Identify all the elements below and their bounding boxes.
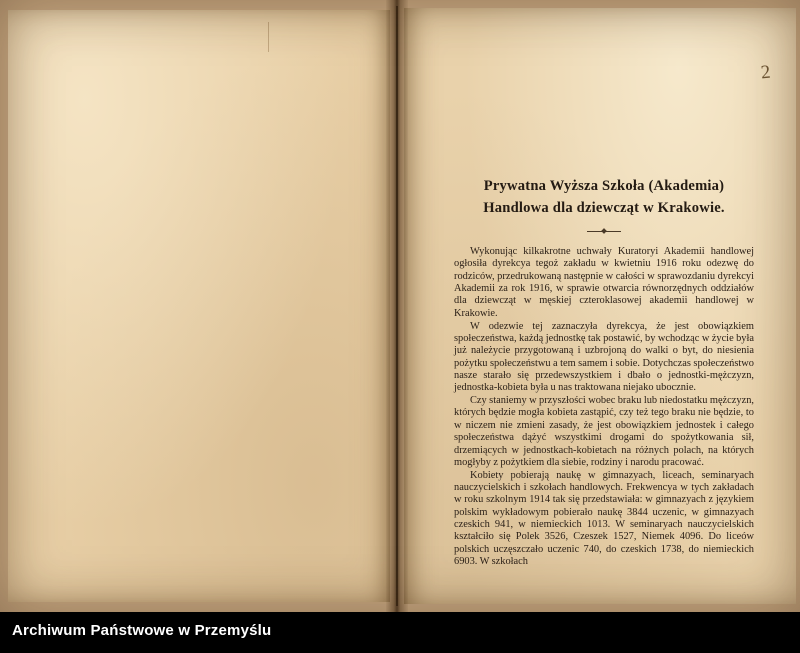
page-text-block: [454, 176, 754, 569]
archive-watermark-bar: [0, 612, 800, 653]
folio-number: 2: [759, 61, 772, 84]
printed-recto-page: [404, 8, 796, 604]
body-paragraph: Kobiety pobierają naukę w gimnazyach, liceach, seminaryach nauczycielskich i szkołach handlowych. Frekwencya w tych zakładach w roku szkolnym 1914 tak się przedstawiała: w gimnazyach z językiem polskim wykładowym pobierało naukę 3844 uczenic, w gimnazyach czeskich 941, w niemieckich 1013. W seminaryach nauczycielskich kształciło się Polek 3526, Czeszek 1527, Niemek 4096. Do liceów polskich uczęszczało uczenic 740, do czeskich 1738, do niemieckich 6903. W szkołach: [454, 469, 754, 568]
body-paragraph: W odezwie tej zaznaczyła dyrekcya, że jest obowiązkiem społeczeństwa, każdą jednostkę tak postawić, by wchodząc w życie była już należycie przygotowaną i uzbrojoną do walki o byt, do niesienia pożytku społeczeństwu a tem samem i sobie. Dotychczas społeczeństwo nasze starało się przedewszystkiem i dbało o jednostki-mężczyzn, jednostka-kobieta była u nas traktowana niejako ubocznie.: [454, 320, 754, 394]
page-crease-mark: [268, 22, 269, 52]
page-title-line-2: Handlowa dla dziewcząt w Krakowie.: [483, 200, 725, 216]
ornament-divider: [587, 231, 621, 232]
book-binding-line: [396, 6, 398, 606]
body-paragraph: Wykonując kilkakrotne uchwały Kuratoryi Akademii handlowej ogłosiła dyrekcya tegoż zakładu w kwietniu 1916 roku odezwę do rodziców, przedrukowaną następnie w całości w sprawozdaniu dyrekcyi Akademii za rok 1916, w sprawie otwarcia równorzędnych oddziałów dla dziewcząt w męskiej czteroklasowej akademii handlowej w Krakowie.: [454, 246, 754, 319]
page-title-line-1: Prywatna Wyższa Szkoła (Akademia): [483, 178, 725, 194]
archive-watermark-label: Archiwum Państwowe w Przemyślu: [12, 622, 272, 639]
blank-verso-page: [8, 10, 390, 602]
body-paragraph: Czy staniemy w przyszłości wobec braku lub niedostatku mężczyzn, których będzie mogła kobieta zastąpić, czy też tego braku nie będzie, to w niczem nie zmieni zasady, że jest obowiązkiem jednostek i całego społeczeństwa dążyć wszystkimi drogami do spożytkowania sił, drzemiących w jednostkach-kobietach na różnych polach, na których mogłyby z pożytkiem dla siebie, rodziny i narodu pracować.: [454, 395, 754, 468]
